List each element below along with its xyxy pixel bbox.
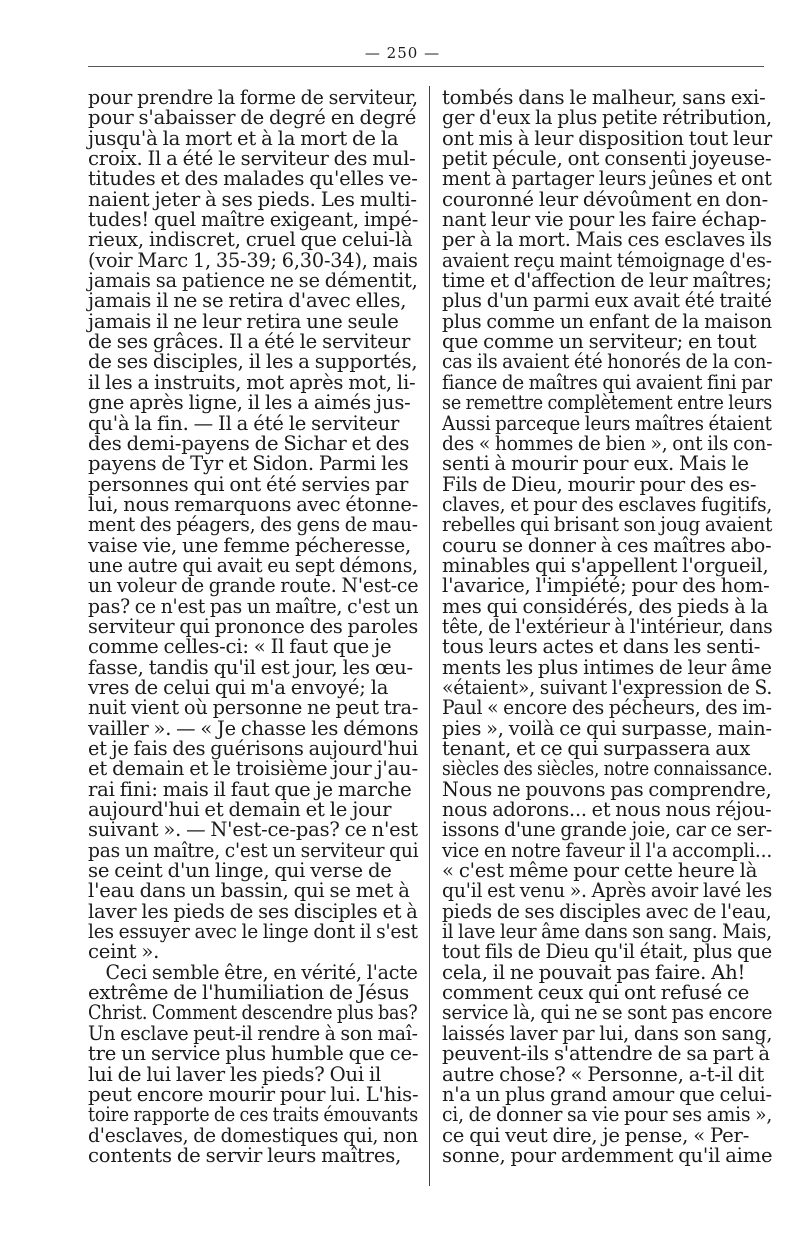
page-number: — 250 — [364,44,441,62]
text-line: tout fils de Dieu qu'il était, plus que [442,940,773,964]
text-line: Paul « encore des pécheurs, des im- [442,696,772,720]
text-line: avaient reçu maint témoignage d'es- [442,248,772,272]
text-line: fiance de maîtres qui avaient fini par [442,370,772,394]
text-line: gne après ligne, il les a aimés jus- [88,391,411,415]
text-line: il lave leur âme dans son sang. Mais, [442,920,772,944]
text-line: cas ils avaient été honorés de la con- [442,350,773,374]
text-line: senti à mourir pour eux. Mais le [442,452,749,476]
text-line: pour s'abaisser de degré en degré [88,106,417,130]
text-line: serviteur qui prononce des paroles [88,614,419,638]
text-line: autre chose? « Personne, a-t-il dit [442,1062,765,1086]
text-line: et demain et le troisième jour j'au- [88,757,418,781]
text-line: minables qui s'appellent l'orgueil, [442,553,769,577]
text-line: pour prendre la forme de serviteur, [88,86,418,109]
text-line: (voir Marc 1, 35-39; 6,30-34), mais [88,248,418,272]
text-line: vaise vie, une femme pécheresse, [88,533,411,557]
text-line: time et d'affection de leur maîtres; [442,269,772,293]
text-line: se ceint d'un linge, qui verse de [88,859,392,883]
text-line: siècles des siècles, notre connaissance. [442,757,773,781]
text-line: claves, et pour des esclaves fugitifs, [442,492,773,516]
text-line: Nous ne pouvons pas comprendre, [442,777,772,801]
text-line: croix. Il a été le serviteur des mul- [88,147,416,171]
text-line: jusqu'à la mort et à la mort de la [88,126,399,150]
left-column [88,88,418,1166]
text-line: un voleur de grande route. N'est-ce [88,574,419,598]
text-line: des « hommes de bien », ont ils con- [442,431,773,455]
text-line: pas un maître, c'est un serviteur qui [88,838,419,862]
text-line: jamais sa patience ne se démentit, [88,269,418,293]
text-line: nous adorons... et nous nous réjou- [442,798,772,822]
text-line: rai fini: mais il faut que je marche [88,777,412,801]
text-line: extrême de l'humiliation de Jésus [88,981,409,1005]
text-line: mes qui considérés, des pieds à la [442,594,769,618]
text-line: Un esclave peut-il rendre à son maî- [88,1021,418,1045]
header-rule [88,66,764,67]
text-line: titudes et des malades qu'elles ve- [88,167,418,191]
text-line: toire rapporte de ces traits émouvants [88,1103,419,1127]
text-line: fasse, tandis qu'il est jour, les œu- [88,655,413,679]
text-line: service là, qui ne se sont pas encore [442,1001,773,1025]
text-line: plus d'un parmi eux avait été traité [442,289,772,313]
text-line: lui, nous remarquons avec étonne- [88,492,419,516]
text-line: Fils de Dieu, mourir pour des es- [442,472,757,496]
text-line: comme celles-ci: « Il faut que je [88,635,392,659]
text-line: cela, il ne pouvait pas faire. Ah! [442,960,746,984]
text-line: personnes qui ont été servies par [88,472,409,496]
text-line: nuit vient où personne ne peut tra- [88,696,419,720]
text-line: issons d'une grande joie, car ce ser- [442,818,773,842]
text-line: tre un service plus humble que ce- [88,1042,419,1066]
text-line: couru se donner à ces maîtres abo- [442,533,772,557]
text-line: jamais il ne leur retira une seule [88,309,399,333]
text-line: l'eau dans un bassin, qui se met à [88,879,410,903]
text-line: ment à partager leurs jeûnes et ont [442,167,772,191]
text-line: lui de lui laver les pieds? Oui il [88,1062,382,1086]
text-line: des demi-payens de Sichar et des [88,431,410,455]
text-line: tous leurs actes et dans les senti- [442,635,761,659]
text-line: ment des péagers, des gens de mau- [88,513,418,537]
text-line: couronné leur dévoûment en don- [442,187,769,211]
text-line: sonne, pour ardemment qu'il aime [442,1143,773,1167]
text-line: vailler ». — « Je chasse les démons [88,716,419,740]
text-line: tête, de l'extérieur à l'intérieur, dans [442,614,773,638]
text-line: pies », voilà ce qui surpasse, main- [442,716,772,740]
text-line: pas? ce n'est pas un maître, c'est un [88,594,419,618]
text-line: les essuyer avec le linge dont il s'est [88,920,418,944]
text-line: vice en notre faveur il l'a accompli... [442,838,773,862]
text-line: n'a un plus grand amour que celui- [442,1082,772,1106]
text-line: Christ. Comment descendre plus bas? [88,1001,418,1025]
text-line: ceint ». [88,940,160,964]
text-line: que comme un serviteur; en tout [442,330,757,354]
text-line: qu'à la fin. — Il a été le serviteur [88,411,400,435]
text-line: laver les pieds de ses disciples et à [88,899,418,923]
text-line: se remettre complètement entre leurs [442,391,773,415]
text-line: « c'est même pour cette heure là [442,859,758,883]
text-line: peut encore mourir pour lui. L'his- [88,1082,419,1106]
text-line: ce qui veut dire, je pense, « Per- [442,1123,750,1147]
text-line: contents de servir leurs maîtres, [88,1143,402,1167]
text-line: aujourd'hui et demain et le jour [88,798,392,822]
text-line: ments les plus intimes de leur âme [442,655,772,679]
text-line: naient jeter à ses pieds. Les multi- [88,187,417,211]
text-line: une autre qui avait eu sept démons, [88,553,418,577]
text-line: de ses disciples, il les a supportés, [88,350,418,374]
text-line: ci, de donner sa vie pour ses amis », [442,1103,773,1127]
text-line: Ceci semble être, en vérité, l'acte [105,960,418,984]
text-line: et je fais des guérisons aujourd'hui [88,737,418,760]
text-line: jamais il ne se retira d'avec elles, [88,289,407,313]
text-line: de ses grâces. Il a été le serviteur [88,330,411,354]
right-column [442,88,772,1166]
text-line: ont mis à leur disposition tout leur [442,126,772,150]
text-line: nant leur vie pour les faire échap- [442,208,767,232]
text-line: «étaient», suivant l'expression de S. [442,675,773,699]
text-line: d'esclaves, de domestiques qui, non [88,1123,418,1147]
text-line: per à la mort. Mais ces esclaves ils [442,228,772,252]
text-line: ger d'eux la plus petite rétribution, [442,106,772,130]
text-line: petit pécule, ont consenti joyeuse- [442,147,772,171]
text-line: tenant, et ce qui surpassera aux [442,737,751,760]
text-line: Aussi parceque leurs maîtres étaient [442,411,772,435]
text-line: qu'il est venu ». Après avoir lavé les [442,879,773,903]
text-line: payens de Tyr et Sidon. Parmi les [88,452,409,476]
text-line: vres de celui qui m'a envoyé; la [88,675,389,699]
text-line: rieux, indiscret, cruel que celui-là [88,228,413,252]
text-line: pieds de ses disciples avec de l'eau, [442,899,772,923]
text-line: rebelles qui brisant son joug avaient [442,513,773,537]
column-divider [429,86,430,1186]
text-line: peuvent-ils s'attendre de sa part à [442,1042,770,1066]
text-line: tombés dans le malheur, sans exi- [442,86,766,109]
text-line: comment ceux qui ont refusé ce [442,981,750,1005]
text-line: laissés laver par lui, dans son sang, [442,1021,773,1045]
text-line: suivant ». — N'est-ce-pas? ce n'est [88,818,418,842]
text-line: l'avarice, l'impiété; pour des hom- [442,574,770,598]
text-line: plus comme un enfant de la maison [442,309,772,333]
text-line: tudes! quel maître exigeant, impé- [88,208,419,232]
text-line: il les a instruits, mot après mot, li- [88,370,416,394]
